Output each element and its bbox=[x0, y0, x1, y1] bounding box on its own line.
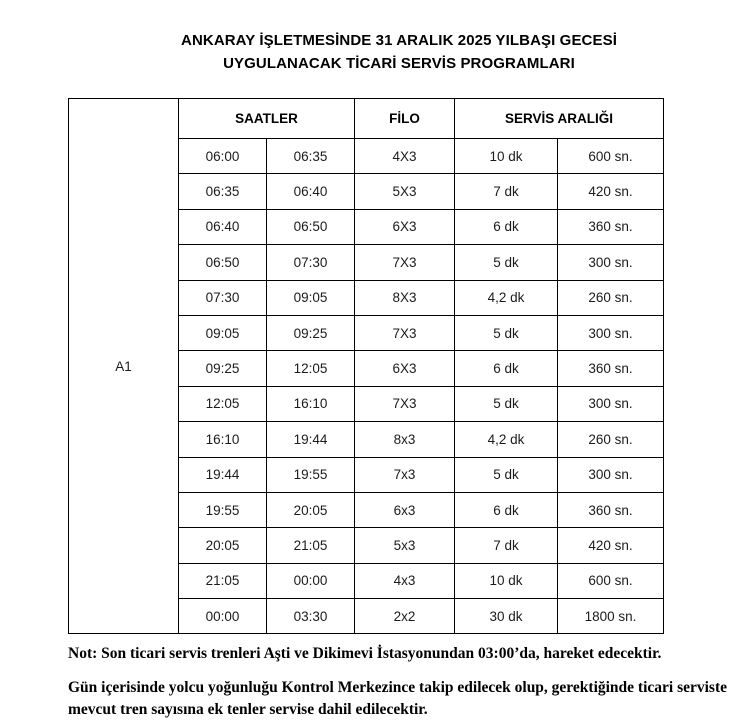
cell-interval-minutes: 5 dk bbox=[455, 386, 558, 421]
cell-end-time: 06:35 bbox=[267, 139, 355, 174]
cell-end-time: 21:05 bbox=[267, 528, 355, 563]
cell-start-time: 19:44 bbox=[179, 457, 267, 492]
cell-interval-minutes: 5 dk bbox=[455, 245, 558, 280]
cell-end-time: 00:00 bbox=[267, 563, 355, 598]
cell-interval-seconds: 1800 sn. bbox=[558, 599, 664, 634]
cell-interval-seconds: 260 sn. bbox=[558, 422, 664, 457]
cell-end-time: 09:05 bbox=[267, 280, 355, 315]
cell-start-time: 07:30 bbox=[179, 280, 267, 315]
cell-interval-minutes: 5 dk bbox=[455, 315, 558, 350]
header-filo: FİLO bbox=[355, 99, 455, 139]
cell-interval-minutes: 30 dk bbox=[455, 599, 558, 634]
cell-fleet: 5x3 bbox=[355, 528, 455, 563]
cell-end-time: 07:30 bbox=[267, 245, 355, 280]
cell-interval-seconds: 300 sn. bbox=[558, 245, 664, 280]
cell-start-time: 06:00 bbox=[179, 139, 267, 174]
cell-end-time: 16:10 bbox=[267, 386, 355, 421]
cell-start-time: 12:05 bbox=[179, 386, 267, 421]
cell-start-time: 09:05 bbox=[179, 315, 267, 350]
cell-interval-seconds: 420 sn. bbox=[558, 174, 664, 209]
cell-start-time: 21:05 bbox=[179, 563, 267, 598]
cell-interval-minutes: 5 dk bbox=[455, 457, 558, 492]
cell-fleet: 4x3 bbox=[355, 563, 455, 598]
cell-start-time: 09:25 bbox=[179, 351, 267, 386]
cell-interval-seconds: 600 sn. bbox=[558, 139, 664, 174]
cell-interval-minutes: 10 dk bbox=[455, 563, 558, 598]
cell-end-time: 20:05 bbox=[267, 492, 355, 527]
header-servis-araligi: SERVİS ARALIĞI bbox=[455, 99, 664, 139]
table-header-row bbox=[69, 99, 664, 139]
note-extra-trains: Gün içerisinde yolcu yoğunluğu Kontrol Merkezince takip edilecek olup, gerektiğinde ticari serviste mevcut tren sayısına ek tenler servise dahil edilecektir. bbox=[68, 679, 728, 719]
cell-interval-seconds: 260 sn. bbox=[558, 280, 664, 315]
cell-end-time: 06:40 bbox=[267, 174, 355, 209]
cell-interval-minutes: 6 dk bbox=[455, 209, 558, 244]
cell-interval-minutes: 6 dk bbox=[455, 492, 558, 527]
cell-interval-minutes: 4,2 dk bbox=[455, 422, 558, 457]
cell-fleet: 5X3 bbox=[355, 174, 455, 209]
cell-end-time: 12:05 bbox=[267, 351, 355, 386]
cell-fleet: 2x2 bbox=[355, 599, 455, 634]
cell-fleet: 8x3 bbox=[355, 422, 455, 457]
cell-start-time: 06:50 bbox=[179, 245, 267, 280]
cell-start-time: 06:35 bbox=[179, 174, 267, 209]
cell-end-time: 19:55 bbox=[267, 457, 355, 492]
line-label-cell: A1 bbox=[69, 99, 179, 634]
cell-fleet: 6X3 bbox=[355, 209, 455, 244]
notes-block bbox=[68, 643, 744, 721]
cell-interval-seconds: 600 sn. bbox=[558, 563, 664, 598]
service-schedule-table bbox=[68, 98, 664, 634]
title-line-1: ANKARAY İŞLETMESİNDE 31 ARALIK 2025 YILBAŞI GECESİ bbox=[181, 32, 617, 49]
cell-fleet: 8X3 bbox=[355, 280, 455, 315]
cell-fleet: 7X3 bbox=[355, 245, 455, 280]
page-title bbox=[68, 29, 730, 75]
cell-interval-minutes: 6 dk bbox=[455, 351, 558, 386]
table-body bbox=[69, 99, 664, 634]
cell-fleet: 7X3 bbox=[355, 386, 455, 421]
cell-fleet: 7x3 bbox=[355, 457, 455, 492]
cell-interval-minutes: 7 dk bbox=[455, 174, 558, 209]
cell-fleet: 7X3 bbox=[355, 315, 455, 350]
cell-interval-seconds: 360 sn. bbox=[558, 492, 664, 527]
cell-end-time: 03:30 bbox=[267, 599, 355, 634]
note-last-train: Not: Son ticari servis trenleri Aşti ve Dikimevi İstasyonundan 03:00’da, hareket edecektir. bbox=[68, 645, 662, 663]
cell-start-time: 06:40 bbox=[179, 209, 267, 244]
cell-interval-seconds: 300 sn. bbox=[558, 457, 664, 492]
cell-interval-seconds: 300 sn. bbox=[558, 386, 664, 421]
cell-interval-seconds: 300 sn. bbox=[558, 315, 664, 350]
cell-start-time: 16:10 bbox=[179, 422, 267, 457]
cell-interval-seconds: 360 sn. bbox=[558, 209, 664, 244]
title-line-2: UYGULANACAK TİCARİ SERVİS PROGRAMLARI bbox=[223, 55, 575, 72]
cell-end-time: 06:50 bbox=[267, 209, 355, 244]
cell-start-time: 19:55 bbox=[179, 492, 267, 527]
cell-interval-minutes: 10 dk bbox=[455, 139, 558, 174]
cell-end-time: 09:25 bbox=[267, 315, 355, 350]
cell-fleet: 4X3 bbox=[355, 139, 455, 174]
cell-end-time: 19:44 bbox=[267, 422, 355, 457]
cell-interval-minutes: 7 dk bbox=[455, 528, 558, 563]
cell-interval-seconds: 360 sn. bbox=[558, 351, 664, 386]
cell-fleet: 6x3 bbox=[355, 492, 455, 527]
cell-interval-seconds: 420 sn. bbox=[558, 528, 664, 563]
cell-interval-minutes: 4,2 dk bbox=[455, 280, 558, 315]
header-saatler: SAATLER bbox=[179, 99, 355, 139]
cell-start-time: 20:05 bbox=[179, 528, 267, 563]
cell-start-time: 00:00 bbox=[179, 599, 267, 634]
cell-fleet: 6X3 bbox=[355, 351, 455, 386]
